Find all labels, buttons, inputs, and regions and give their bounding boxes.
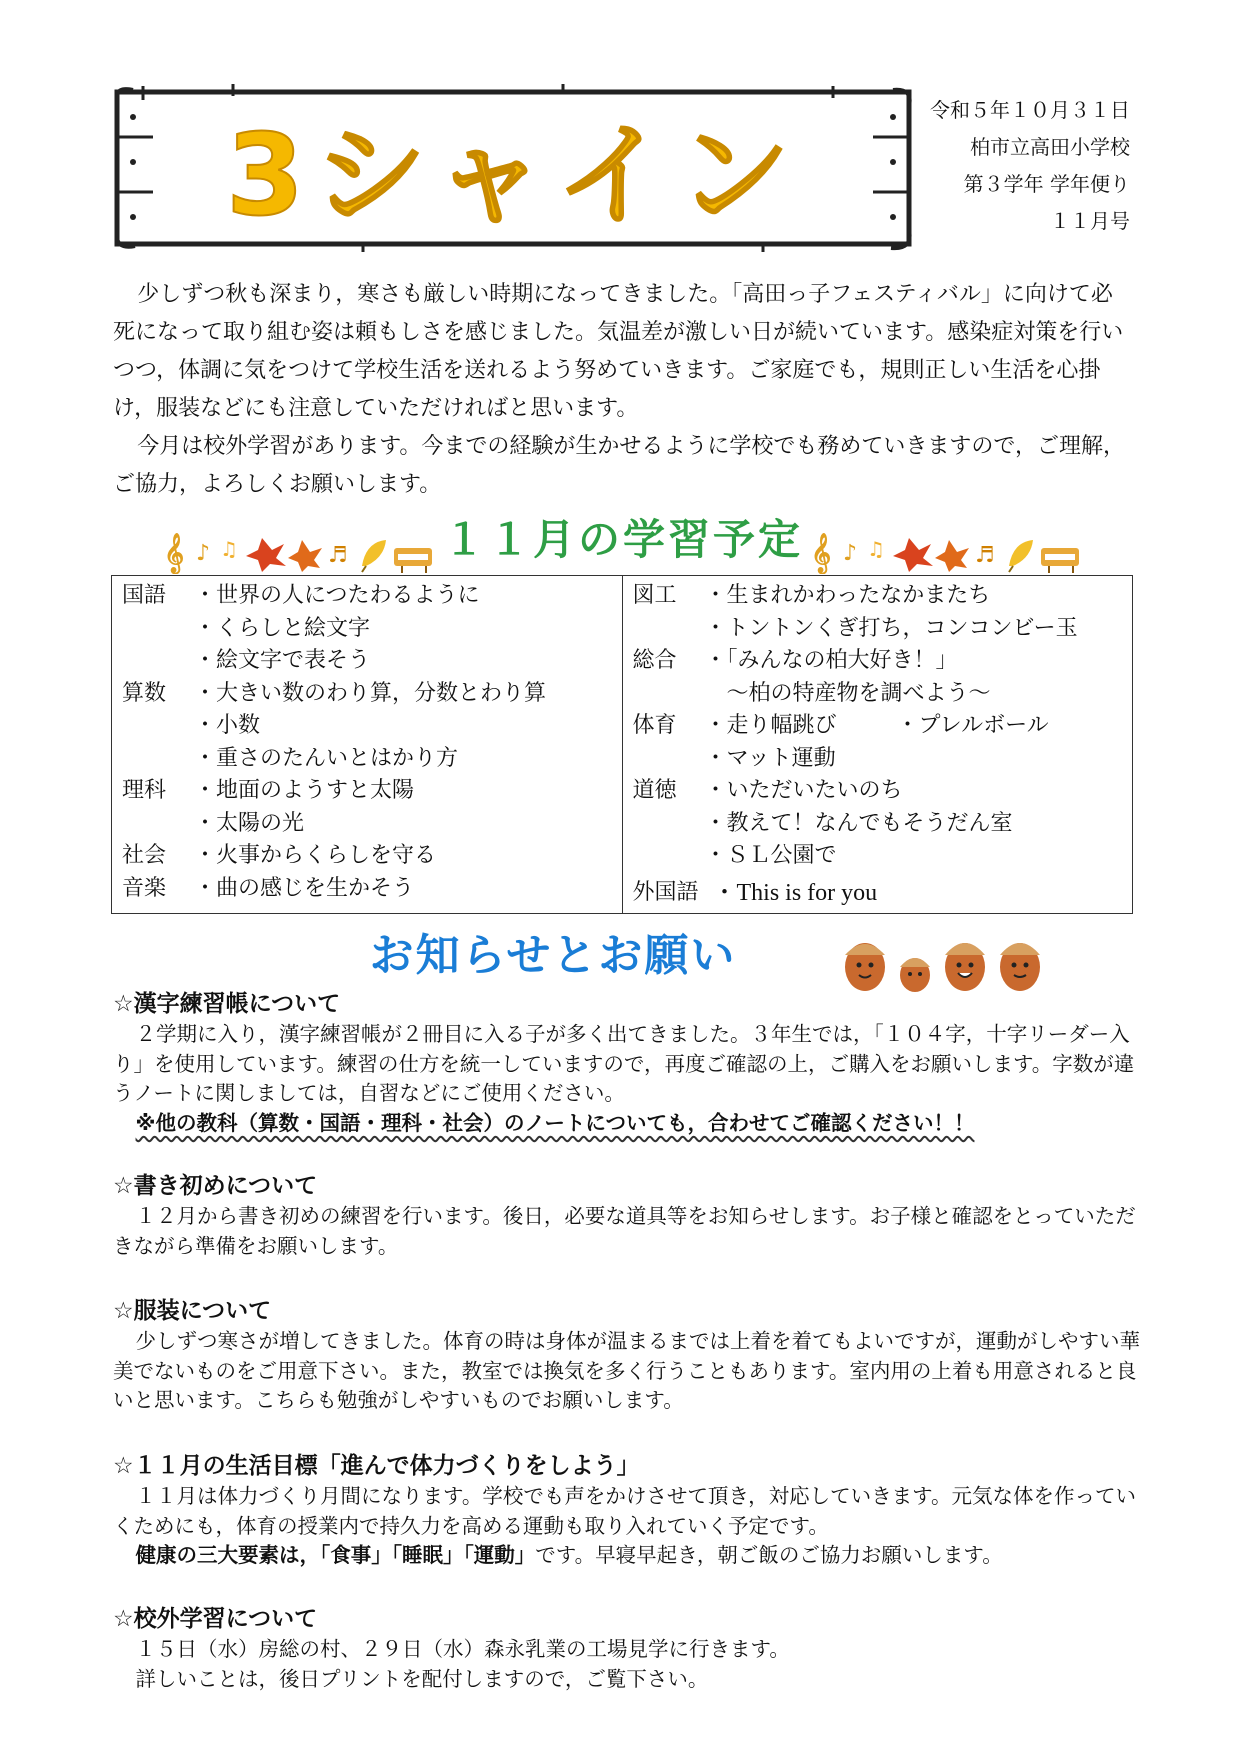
unit-item: ・火事からくらしを守る xyxy=(194,843,437,868)
subject-label xyxy=(633,808,705,841)
schedule-left-column xyxy=(112,576,623,913)
notice-heading: ☆１１月の生活目標「進んで体力づくりをしよう」 xyxy=(113,1453,640,1479)
unit-item: ・地面のようすと太陽 xyxy=(194,778,415,803)
notice-health-line xyxy=(113,1541,1143,1571)
unit-item: ～柏の特産物を調べよう～ xyxy=(704,680,991,706)
schedule-row xyxy=(122,580,622,613)
schedule-row xyxy=(633,775,1133,808)
autumn-music-decoration-icon xyxy=(809,526,1084,574)
notice-body: １５日（水）房総の村、２９日（水）森永乳業の工場見学に行きます。 xyxy=(135,1637,790,1661)
notice-kakizome xyxy=(113,1170,1143,1261)
schedule-row xyxy=(122,873,622,906)
unit-item: ・くらしと絵文字 xyxy=(194,615,371,641)
unit-item: ・曲の感じを生かそう xyxy=(194,875,415,901)
subject-label: 図工 xyxy=(632,583,677,608)
subject-label: 社会 xyxy=(122,843,167,868)
notice-field-trip xyxy=(113,1603,1143,1694)
schedule-row xyxy=(633,743,1133,776)
school-name: 柏市立高田小学校 xyxy=(970,135,1130,159)
subject-label xyxy=(633,613,705,646)
unit-item: ・ＳＬ公園で xyxy=(704,843,837,868)
subject-label: 音楽 xyxy=(122,875,167,901)
subject-label xyxy=(122,808,194,841)
notice-body: 少しずつ寒さが増してきました。体育の時は身体が温まるまでは上着を着てもよいですが，運動がしやすい華美でないものをご用意下さい。また，教室では換気を多く行うこともあります。室内用の上着も用意されると良いと思います。こちらも勉強がしやすいものでお願いします。 xyxy=(113,1329,1141,1412)
notice-monthly-goal xyxy=(113,1450,1143,1571)
subject-label: 道徳 xyxy=(632,778,677,803)
schedule-row xyxy=(633,645,1133,678)
intro-text xyxy=(113,276,1133,504)
notice-heading: ☆漢字練習帳について xyxy=(113,991,341,1017)
plan-section-title xyxy=(113,510,1133,573)
newsletter-title-logo xyxy=(113,82,913,254)
unit-item: ・走り幅跳び xyxy=(704,713,837,738)
notice-emphasis: ※他の教科（算数・国語・理科・社会）のノートについても，合わせてご確認ください！！ xyxy=(135,1110,975,1135)
subject-label xyxy=(633,840,705,873)
unit-item: ・「みんなの柏大好き！」 xyxy=(704,648,958,673)
subject-label xyxy=(122,743,194,776)
unit-item: ・マット運動 xyxy=(704,745,836,771)
svg-text:♪: ♪ xyxy=(842,540,857,566)
notice-clothing xyxy=(113,1295,1143,1416)
subject-label: 外国語 xyxy=(632,879,699,905)
plan-title-text: １１月の学習予定 xyxy=(442,515,803,564)
schedule-row xyxy=(122,840,622,873)
svg-text:♬: ♬ xyxy=(974,542,995,568)
subject-label xyxy=(122,710,194,743)
schedule-row xyxy=(122,743,622,776)
notice-kanji xyxy=(113,988,1143,1138)
unit-item: ・太陽の光 xyxy=(194,810,305,836)
schedule-row xyxy=(633,580,1133,613)
svg-text:𝄞: 𝄞 xyxy=(164,532,185,573)
unit-item: ・大きい数のわり算，分数とわり算 xyxy=(194,680,547,706)
schedule-row xyxy=(122,613,622,646)
header-info xyxy=(900,92,1130,240)
notice-heading: ☆服装について xyxy=(113,1298,272,1324)
notice-body: ２学期に入り，漢字練習帳が２冊目に入る子が多く出てきました。３年生では，「１０４字，十字リーダー入り」を使用しています。練習の仕方を統一していますので，再度ご確認の上，ご購入をお願いします。字数が違うノートに関しましては，自習などにご使用ください。 xyxy=(113,1022,1135,1105)
unit-item: ・小数 xyxy=(194,713,261,738)
svg-text:♫: ♫ xyxy=(220,536,239,561)
subject-label xyxy=(633,743,705,776)
notice-heading: ☆校外学習について xyxy=(113,1606,318,1632)
grade-letter-name: 第３学年 学年便り xyxy=(963,172,1130,196)
schedule-row xyxy=(633,808,1133,841)
issue-number: １１月号 xyxy=(1050,209,1130,233)
schedule-row xyxy=(122,678,622,711)
issue-date: 令和５年１０月３１日 xyxy=(930,98,1130,122)
subject-label xyxy=(122,645,194,678)
schedule-row xyxy=(122,710,622,743)
intro-paragraph-1: 少しずつ秋も深まり，寒さも厳しい時期になってきました。「高田っ子フェスティバル」に向けて必死になって取り組む姿は頼もしさを感じました。気温差が激しい日が続いています。感染症対策を行いつつ，体調に気をつけて学校生活を送れるよう努めていきます。ご家庭でも，規則正しい生活を心掛け，服装などにも注意していただければと思います。 xyxy=(113,282,1124,421)
schedule-right-column xyxy=(623,576,1133,913)
notice-body: 詳しいことは，後日プリントを配付しますので，ご覧下さい。 xyxy=(135,1666,709,1691)
svg-text:♬: ♬ xyxy=(328,542,349,568)
unit-item: ・トントンくぎ打ち，コンコンビー玉 xyxy=(704,615,1078,641)
autumn-music-decoration-icon xyxy=(162,526,437,574)
notice-heading: ☆書き初めについて xyxy=(113,1173,318,1199)
svg-text:♪: ♪ xyxy=(196,540,211,566)
schedule-row xyxy=(633,710,1133,743)
unit-item: ・教えて！なんでもそうだん室 xyxy=(704,810,1013,836)
subject-label xyxy=(122,613,194,646)
unit-item: ・いただいたいのち xyxy=(704,778,903,803)
svg-text:♫: ♫ xyxy=(866,536,885,561)
subject-label: 国語 xyxy=(122,583,167,608)
schedule-row xyxy=(633,678,1133,711)
subject-label: 総合 xyxy=(632,648,677,673)
subject-label: 体育 xyxy=(632,713,677,738)
logo-text: 3シャイン xyxy=(226,111,800,241)
schedule-row xyxy=(122,645,622,678)
unit-item: ・プレルボール xyxy=(896,713,1049,738)
notice-body: １１月は体力づくり月間になります。学校でも声をかけさせて頂き，対応していきます。元気な体を作っていくためにも，体育の授業内で持久力を高める運動も取り入れていく予定です。 xyxy=(113,1484,1136,1538)
health-bold-text: 健康の三大要素は，「食事」「睡眠」「運動」 xyxy=(135,1543,536,1567)
schedule-row xyxy=(633,840,1133,873)
notice-body: １２月から書き初めの練習を行います。後日，必要な道具等をお知らせします。お子様と確認をとっていただきながら準備をお願いします。 xyxy=(113,1204,1136,1258)
unit-item: ・重さのたんいとはかり方 xyxy=(194,745,459,771)
study-schedule-table xyxy=(111,575,1133,914)
health-tail-text: です。早寝早起き，朝ご飯のご協力お願いします。 xyxy=(535,1543,1003,1567)
schedule-row xyxy=(122,808,622,841)
subject-label: 理科 xyxy=(122,778,167,803)
unit-item: ・絵文字で表そう xyxy=(194,648,371,673)
unit-item: ・世界の人につたわるように xyxy=(194,583,480,608)
unit-item: ・生まれかわったなかまたち xyxy=(704,583,991,608)
schedule-row xyxy=(633,877,1133,910)
schedule-row xyxy=(122,775,622,808)
svg-text:𝄞: 𝄞 xyxy=(810,532,831,573)
schedule-row xyxy=(633,613,1133,646)
acorn-characters-icon xyxy=(840,925,1050,995)
subject-label: 算数 xyxy=(122,680,167,706)
unit-item: ・This is for you xyxy=(712,879,878,906)
subject-label xyxy=(633,678,705,711)
notice-title-text: お知らせとお願い xyxy=(369,930,737,981)
intro-paragraph-2: 今月は校外学習があります。今までの経験が生かせるように学校でも務めていきますので，ご理解，ご協力，よろしくお願いします。 xyxy=(113,434,1125,497)
